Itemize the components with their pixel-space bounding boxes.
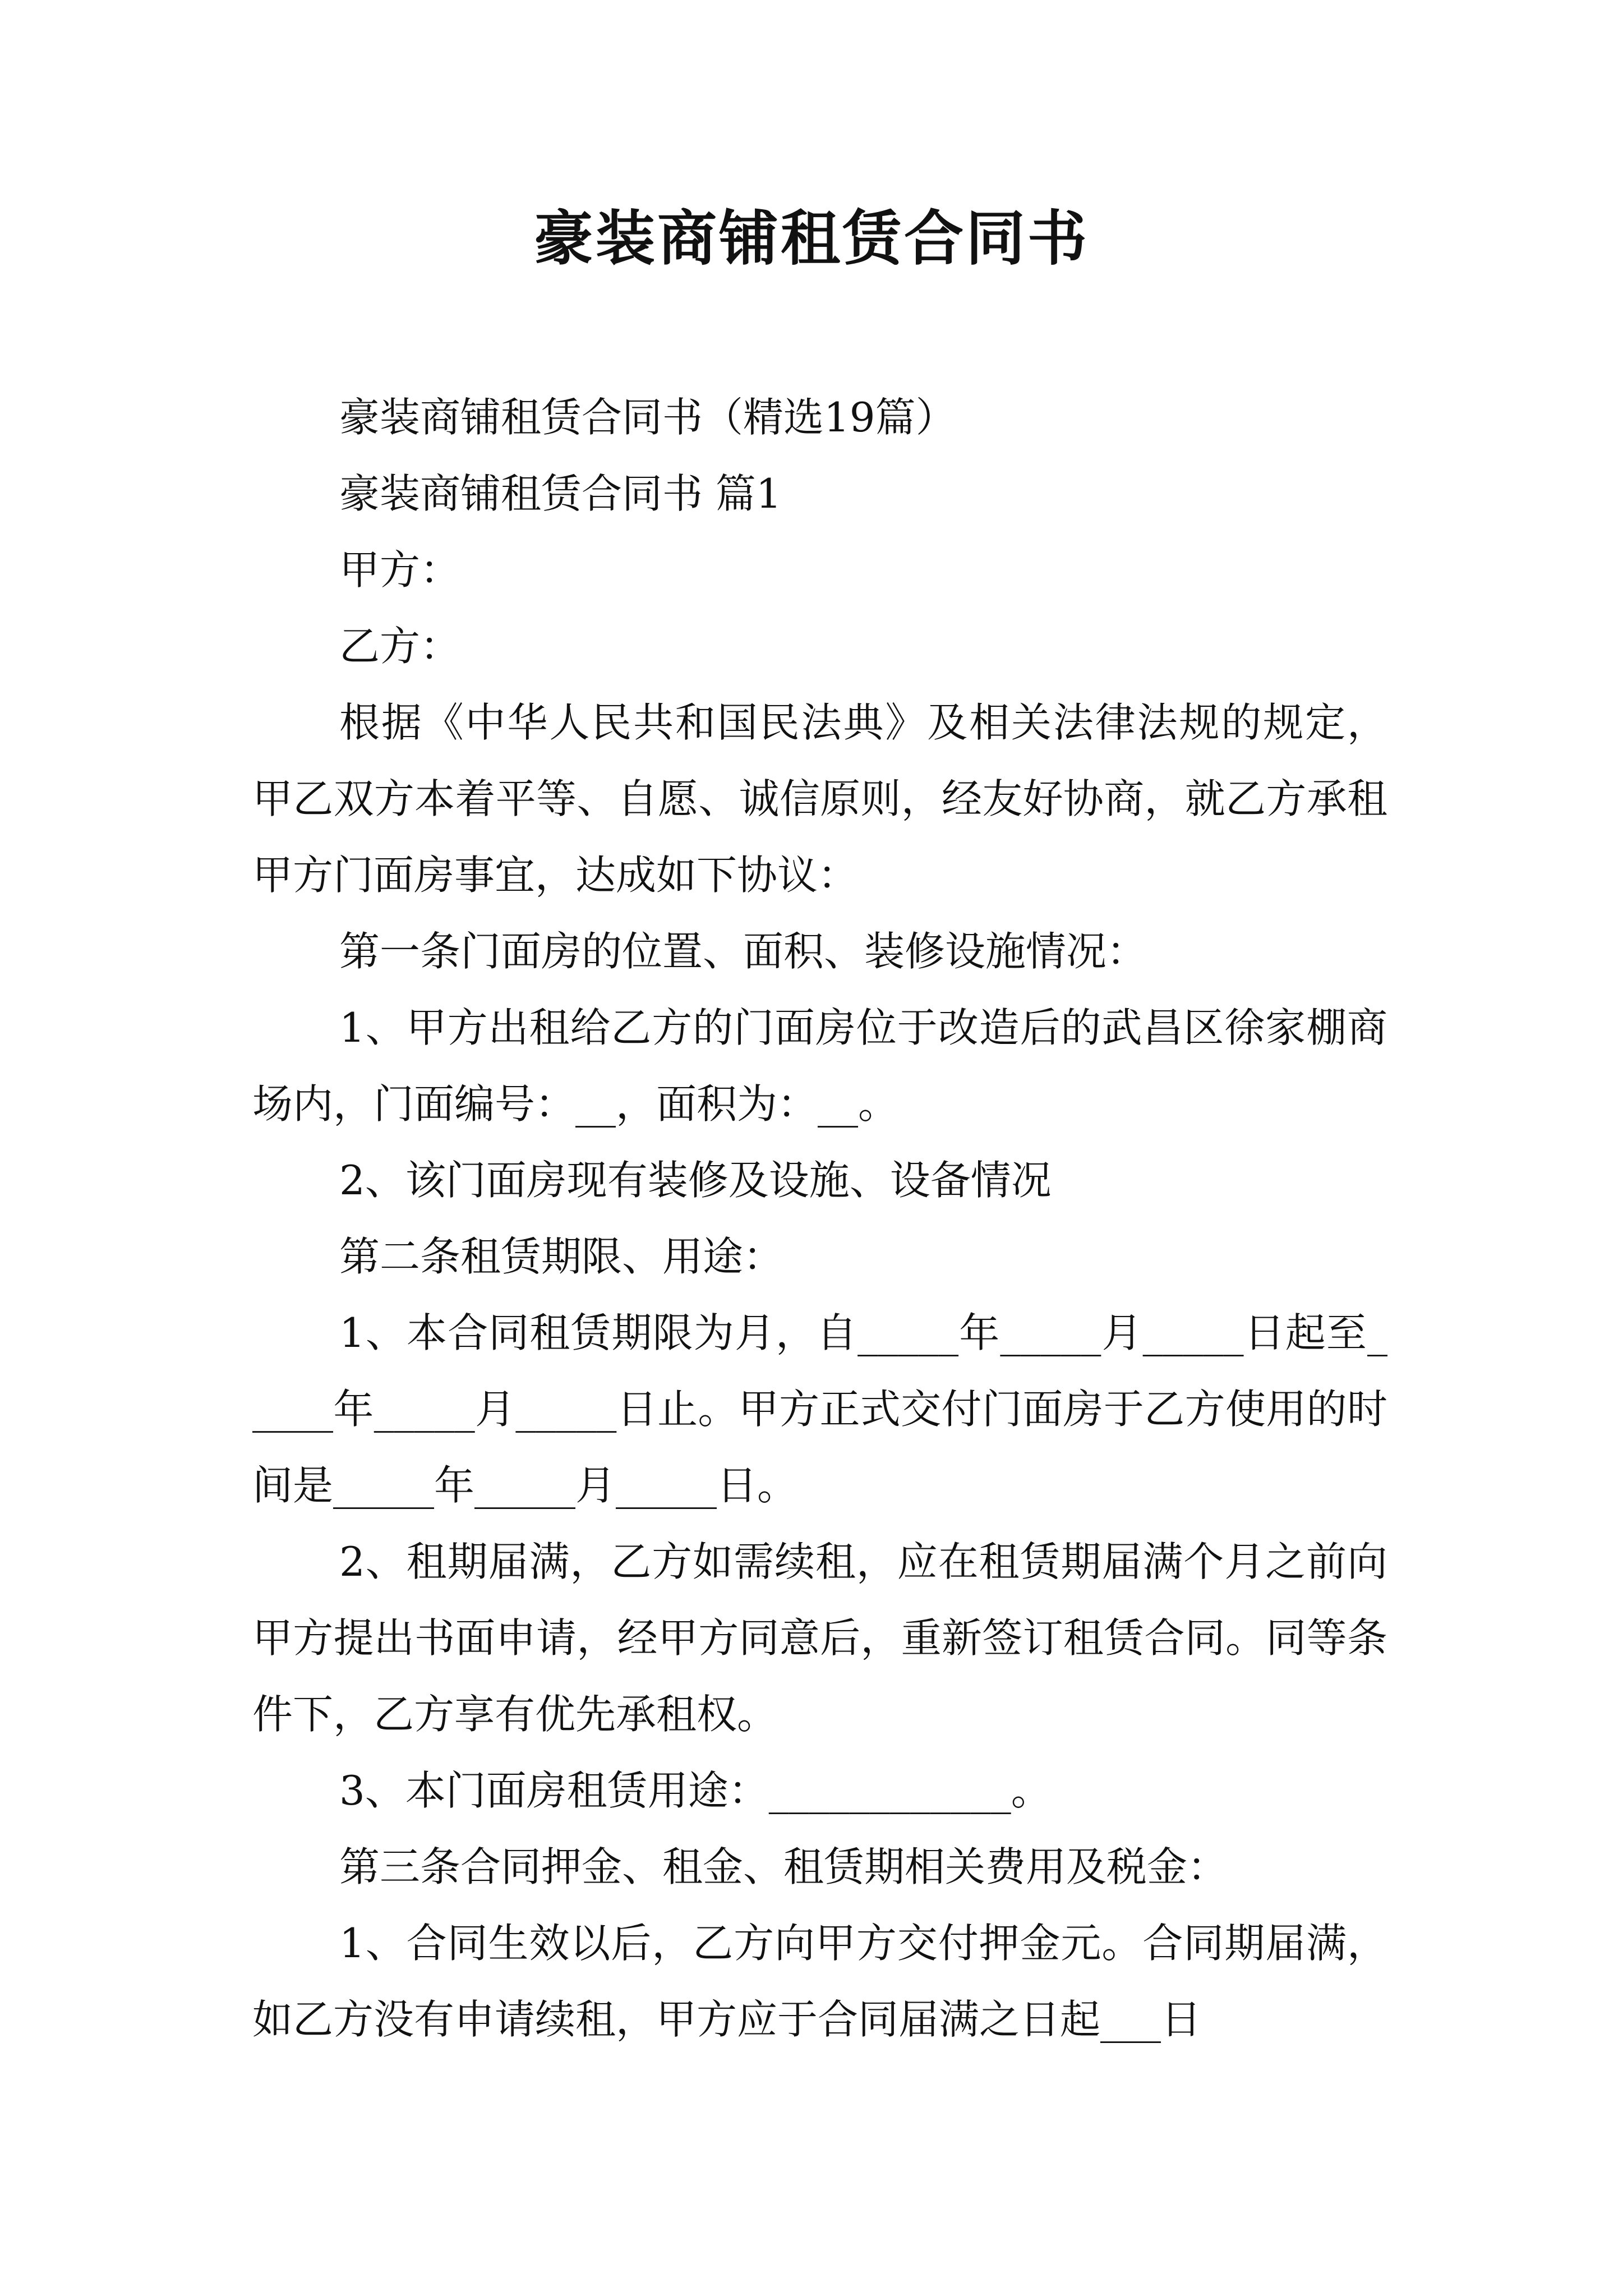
- paragraph-article-2-item-3: 3、本门面房租赁用途：____________。: [339, 1767, 1052, 1814]
- paragraph-subtitle: 豪装商铺租赁合同书（精选19篇）: [339, 394, 956, 441]
- paragraph-article-3-item-1: 1、合同生效以后，乙方向甲方交付押金元。合同期届满，如乙方没有申请续租，甲方应于合同届满之日起___日: [252, 1920, 1387, 2043]
- paragraph-article-1: 第一条门面房的位置、面积、装修设施情况：: [339, 928, 1147, 975]
- document-body: [252, 379, 1387, 2058]
- paragraph-article-1-item-1: 1、甲方出租给乙方的门面房位于改造后的武昌区徐家棚商场内，门面编号：__，面积为：__。: [252, 1004, 1387, 1128]
- document-title: 豪装商铺租赁合同书: [534, 203, 1089, 273]
- paragraph-article-3: 第三条合同押金、租金、租赁期相关费用及税金：: [339, 1843, 1228, 1890]
- paragraph-party-a: 甲方：: [339, 546, 461, 593]
- paragraph-article-2-item-1: 1、本合同租赁期限为月，自_____年_____月_____日起至_____年_____月_____日止。甲方正式交付门面房于乙方使用的时间是_____年_____月_____日。: [252, 1309, 1387, 1509]
- paragraph-article-2-item-2: 2、租期届满，乙方如需续租，应在租赁期届满个月之前向甲方提出书面申请，经甲方同意后，重新签订租赁合同。同等条件下，乙方享有优先承租权。: [252, 1538, 1387, 1738]
- paragraph-article-2: 第二条租赁期限、用途：: [339, 1233, 784, 1280]
- paragraph-article-1-item-2: 2、该门面房现有装修及设施、设备情况: [339, 1157, 1052, 1204]
- paragraph-preamble: 根据《中华人民共和国民法典》及相关法律法规的规定，甲乙双方本着平等、自愿、诚信原则，经友好协商，就乙方承租甲方门面房事宜，达成如下协议：: [252, 699, 1387, 899]
- paragraph-section-heading: 豪装商铺租赁合同书 篇1: [339, 470, 782, 517]
- paragraph-party-b: 乙方：: [339, 623, 461, 670]
